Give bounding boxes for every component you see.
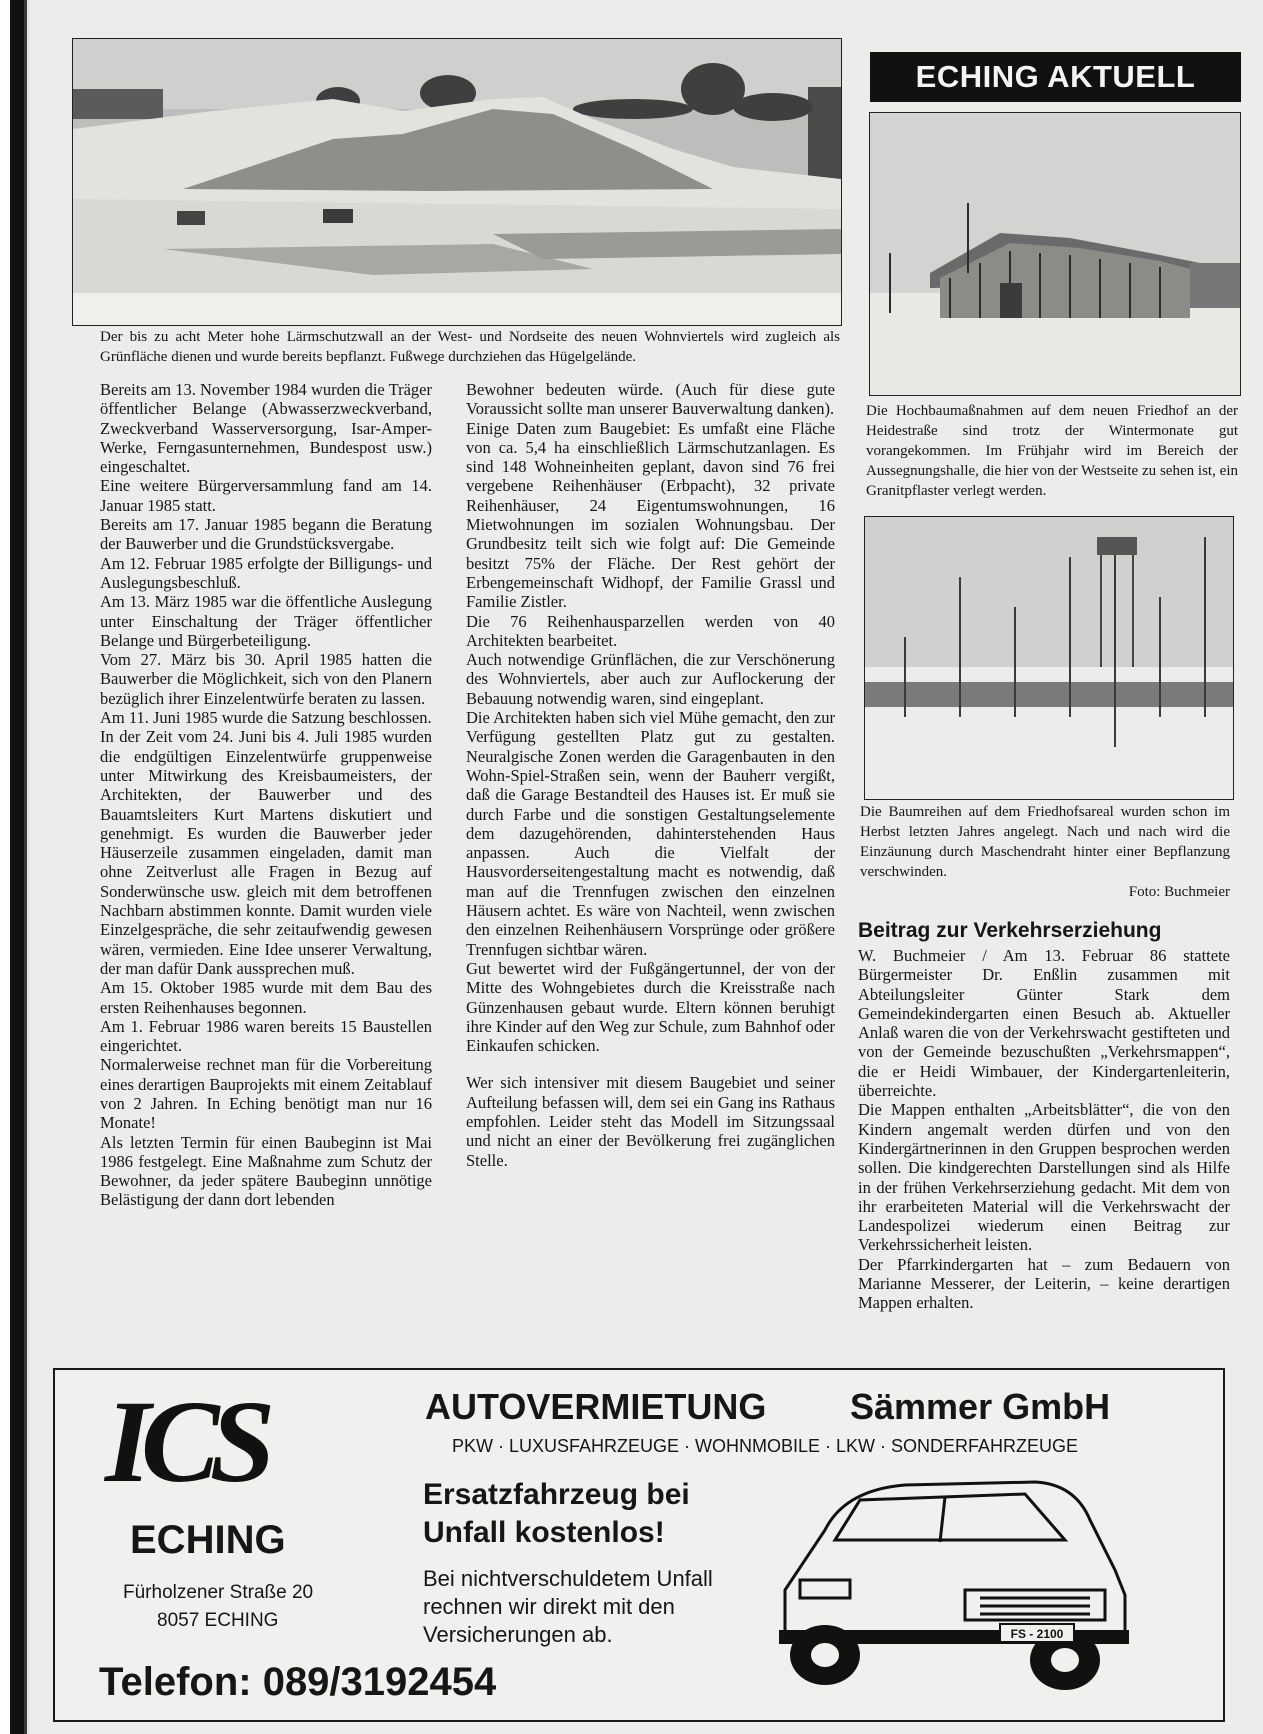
ad-headline-2: Unfall kostenlos!: [423, 1516, 665, 1549]
article-column-right: [858, 946, 1230, 1313]
ad-company-left: AUTOVERMIETUNG: [425, 1386, 767, 1427]
paragraph: W. Buchmeier / Am 13. Februar 86 stattete Bürgermeister Dr. Enßlin zusammen mit Abteilungsleiter Günter Stark dem Gemeindekindergarten einen Besuch ab. Aktueller Anlaß waren die von der Verkehrswacht gestifteten und von der Gemeinde bezuschußten „Verkehrsmappen“, die er Heidi Wimbauer, der Kindergartenleiterin, überreichte.: [858, 946, 1230, 1101]
ad-postal: 8057 ECHING: [157, 1610, 279, 1631]
photo-aussegnungshalle: [869, 112, 1241, 396]
ad-body-2: rechnen wir direkt mit den: [423, 1594, 675, 1619]
paragraph: Am 12. Februar 1985 erfolgte der Billigungs- und Auslegungsbeschluß.: [100, 553, 432, 592]
top-photo-laermschutzwall: [72, 38, 842, 326]
advertisement-autovermietung: [53, 1368, 1225, 1722]
ad-phone: Telefon: 089/3192454: [99, 1660, 497, 1704]
ad-company-right: Sämmer GmbH: [850, 1386, 1111, 1427]
photo-baumreihen-caption: Die Baumreihen auf dem Friedhofsareal wurden schon im Herbst letzten Jahres angelegt. Nach und nach wird die Einzäunung durch Maschendraht hinter einer Bepflanzung verschwinden.: [860, 804, 1230, 880]
paragraph: Am 11. Juni 1985 wurde die Satzung beschlossen.: [100, 708, 432, 728]
section-badge: ECHING AKTUELL: [870, 52, 1241, 102]
photo-aussegnungshalle-caption: Die Hochbaumaßnahmen auf dem neuen Friedhof an der Heidestraße sind trotz der Wintermonate gut vorangekommen. Im Frühjahr wird im Bereich der Aussegnungshalle, die hier von der Westseite zu sehen ist, ein Granitpflaster verlegt werden.: [866, 403, 1238, 499]
top-photo-caption: Der bis zu acht Meter hohe Lärmschutzwall an der West- und Nordseite des neuen Wohnviertels wird zugleich als Grünfläche dienen und wurde bereits bepflanzt. Fußwege durchziehen das Hügelgelände.: [100, 329, 840, 365]
photo-credit: Foto: Buchmeier: [1128, 884, 1230, 900]
page-binding-edge: [0, 0, 30, 1734]
paragraph: Einige Daten zum Baugebiet: Es umfaßt eine Fläche von ca. 5,4 ha einschließlich Lärmschutzanlagen. Es sind 148 Wohneinheiten geplant, davon sind 76 frei vergebene Reihenhäuser (Erbpacht), 32 private Reihenhäuser, 24 Eigentumswohnungen, 16 Mietwohnungen im sozialen Wohnungsbau. Der Grundbesitz teilt sich wie folgt auf: Die Gemeinde besitzt 75% der Fläche. Der Rest gehört der Erbengemeinschaft Widhopf, der Familie Grassl und Familie Zistler.: [466, 418, 835, 612]
paragraph: Gut bewertet wird der Fußgängertunnel, der von der Mitte des Wohngebietes durch die Kreisstraße nach Günzenhausen gebaut wurde. Eltern können beruhigt ihre Kinder auf den Weg zur Schule, zum Bahnhof oder Einkaufen schicken.: [466, 958, 835, 1056]
paragraph: In der Zeit vom 24. Juni bis 4. Juli 1985 wurden die endgültigen Einzelentwürfe gruppenweise unter Mitwirkung des Kreisbaumeisters, der Architekten, der Bauwerber und des Bauamtsleiters Kurt Martens diskutiert und genehmigt. Es wurden die Bauwerber jeder Häuserzeile zusammen eingeladen, damit man ohne Zeitverlust alle Fragen in Bezug auf Sonderwünsche usw. gleich mit dem betroffenen Nachbarn abstimmen konnte. Damit wurden viele Einzelgespräche, die sehr zeitaufwendig gewesen wären, vermieden. Eine Idee unserer Verwaltung, der man dafür Dank aussprechen muß.: [100, 727, 432, 978]
paragraph: Die Mappen enthalten „Arbeitsblätter“, die von den Kindern angemalt werden dürfen und von den Kindergärtnerinnen in den Gruppen besprochen werden sollen. Die kindgerechten Darstellungen sind als Hilfe in der frühen Verkehrserziehung gedacht. Mit dem von ihr erarbeiteten Material will die Verkehrswacht der Landespolizei wiederum einen Beitrag zur Verkehrssicherheit leisten.: [858, 1100, 1230, 1255]
article-column-middle: [466, 380, 835, 1170]
paragraph: Die Architekten haben sich viel Mühe gemacht, den zur Verfügung gestellten Platz gut zu gestalten. Neuralgische Zonen werden die Garagenbauten in den Wohn-Spiel-Straßen sein, wenn der Bauherr vergißt, daß die Garage Bestandteil des Hauses ist. Er muß sie durch Farbe und die sonstigen Gestaltungselemente dem dazugehörenden, dahinterstehenden Haus anpassen. Auch die Vielfalt der Hausvorderseitengestaltung macht es notwendig, daß man auf die Trennfugen zwischen den einzelnen Häusern achtet. Es wäre von Nachteil, wenn zwischen den einzelnen Reihenhäusern Vorsprünge oder größere Trennfugen sichtbar wären.: [466, 708, 835, 959]
paragraph: Am 15. Oktober 1985 wurde mit dem Bau des ersten Reihenhauses begonnen.: [100, 978, 432, 1017]
paragraph: Normalerweise rechnet man für die Vorbereitung eines derartigen Bauprojekts mit einem Zeitablauf von 2 Jahren. In Eching benötigt man nur 16 Monate!: [100, 1055, 432, 1133]
paragraph: Am 1. Februar 1986 waren bereits 15 Baustellen eingerichtet.: [100, 1016, 432, 1056]
ad-services: PKW · LUXUSFAHRZEUGE · WOHNMOBILE · LKW · SONDERFAHRZEUGE: [452, 1436, 1079, 1456]
paragraph: Eine weitere Bürgerversammlung fand am 14. Januar 1985 statt.: [100, 476, 432, 515]
paragraph: Am 13. März 1985 war die öffentliche Auslegung unter Einschaltung der Träger öffentlicher Belange und Bürgerbeteiligung.: [100, 592, 432, 650]
paragraph-closing: Wer sich intensiver mit diesem Baugebiet und seiner Aufteilung befassen will, dem sei ein Gang ins Rathaus empfohlen. Leider steht das Modell im Sitzungssaal und nicht an einer der Bevölkerung frei zugänglichen Stelle.: [466, 1073, 835, 1170]
license-plate: FS - 2100: [1010, 1627, 1064, 1641]
article-column-left: [100, 380, 432, 1210]
paragraph: Bereits am 13. November 1984 wurden die Träger öffentlicher Belange (Abwasserzweckverband, Zweckverband Wasserversorgung, Isar-Amper-Werke, Ferngasunternehmen, Bundespost usw.) eingeschaltet.: [100, 380, 432, 477]
ad-body-3: Versicherungen ab.: [423, 1622, 613, 1647]
ad-street: Fürholzener Straße 20: [123, 1582, 314, 1603]
photo-baumreihen-friedhof: [864, 516, 1234, 800]
paragraph: Bewohner bedeuten würde. (Auch für diese gute Voraussicht sollte man unserer Bauverwaltung danken).: [466, 380, 835, 419]
paragraph: Auch notwendige Grünflächen, die zur Verschönerung des Wohnviertels, aber auch zur Auflockerung der Bebauung notwendig waren, sind eingeplant.: [466, 650, 835, 708]
ad-headline-1: Ersatzfahrzeug bei: [423, 1478, 690, 1511]
ad-city: ECHING: [130, 1518, 286, 1562]
ics-logo: ICS: [105, 1376, 266, 1507]
paragraph: Der Pfarrkindergarten hat – zum Bedauern von Marianne Messerer, der Leiterin, – keine derartigen Mappen erhalten.: [858, 1254, 1230, 1313]
car-illustration: [765, 1470, 1135, 1705]
paragraph: Die 76 Reihenhausparzellen werden von 40 Architekten bearbeitet.: [466, 611, 835, 650]
ad-body-1: Bei nichtverschuldetem Unfall: [423, 1566, 713, 1591]
article-headline-verkehrserziehung: Beitrag zur Verkehrserziehung: [858, 919, 1162, 942]
paragraph: Als letzten Termin für einen Baubeginn ist Mai 1986 festgelegt. Eine Maßnahme zum Schutz der Bewohner, da jeder spätere Baubeginn unnötige Belästigung der dann dort lebenden: [100, 1132, 432, 1210]
paragraph: Vom 27. März bis 30. April 1985 hatten die Bauwerber die Möglichkeit, sich von den Planern bezüglich ihrer Einzelentwürfe beraten zu lassen.: [100, 650, 432, 708]
paragraph: Bereits am 17. Januar 1985 begann die Beratung der Bauwerber und die Grundstücksvergabe.: [100, 515, 432, 554]
